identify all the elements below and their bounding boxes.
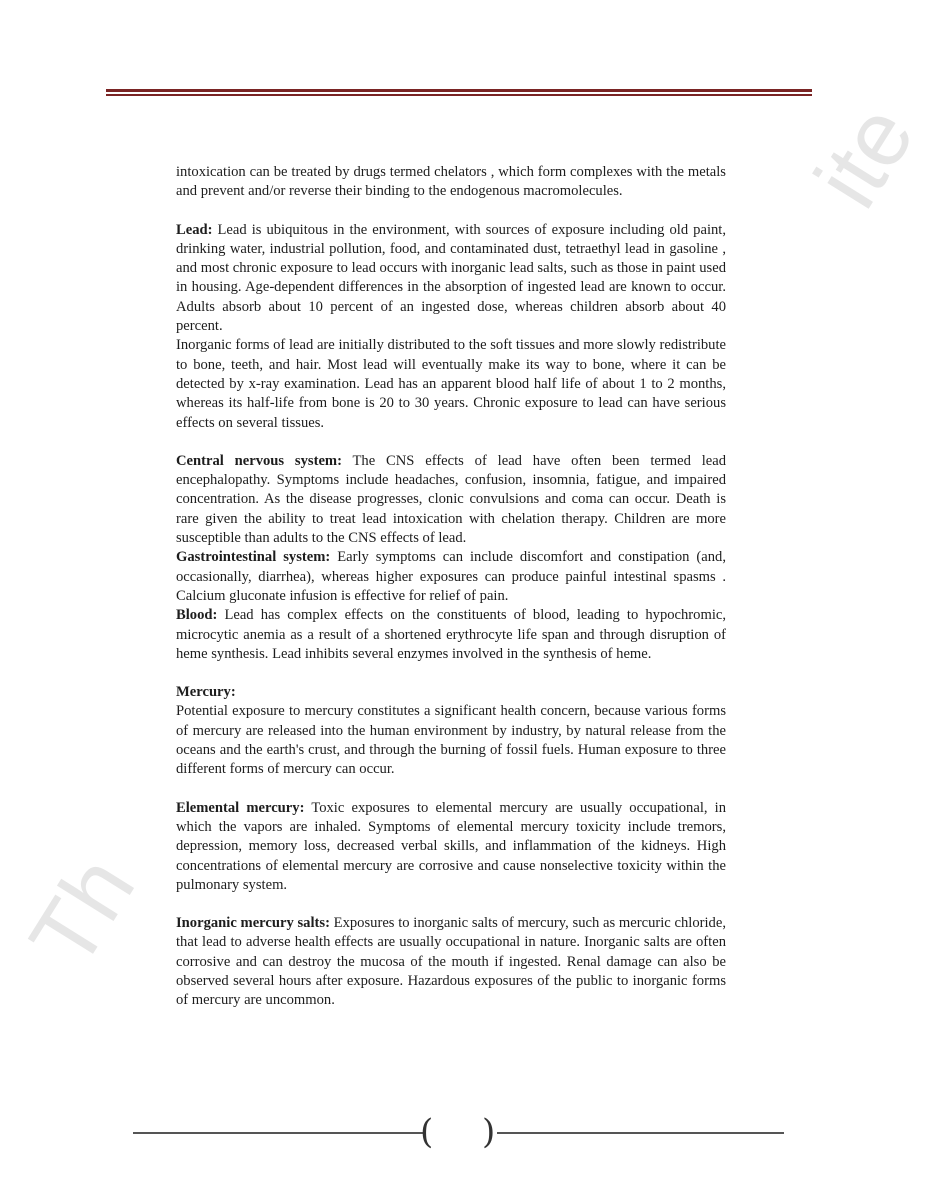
lead-paragraph-2: Inorganic forms of lead are initially distributed to the soft tissues and more slowly redistribute to bone, teeth, and hair. Most lead will eventually make its way to bone, where it can be detected by x-ray examination. Lead has an apparent blood half life of about 1 to 2 months, whereas its half-life from bone is 20 to 30 years. Chronic exposure to lead can have serious effects on several tissues. [176, 337, 726, 431]
lead-body: Lead is ubiquitous in the environment, with sources of exposure including old paint, drinking water, industrial pollution, food, and contaminated dust, tetraethyl lead in gasoline , and most chronic exposure to lead occurs with inorganic lead salts, such as those in paint used in housing. Age-dependent differences in the absorption of ingested lead are known to occur. Adults absorb about 10 percent of an ingested dose, whereas children absorb about 40 percent. [176, 221, 726, 335]
intro-paragraph: intoxication can be treated by drugs termed chelators , which form complexes with the metals and prevent and/or reverse their binding to the endogenous macromolecules. [176, 164, 726, 200]
gi-heading: Gastrointestinal system: [176, 549, 331, 566]
cns-heading: Central nervous system: [176, 452, 342, 469]
inorganic-mercury-body: Exposures to inorganic salts of mercury, such as mercuric chloride, that lead to adverse health effects are usually occupational in nature. Inorganic salts are often corrosive and can destroy the mucosa of the mouth if ingested. Renal damage can also be observed several hours after exposure. Hazardous exposures of the public to inorganic forms of mercury are uncommon. [176, 915, 726, 1009]
elemental-mercury-body: Toxic exposures to elemental mercury are usually occupational, in which the vapors are inhaled. Symptoms of elemental mercury toxicity include tremors, depression, memory loss, decreased verbal skills, and inflammation of the kidneys. High concentrations of elemental mercury are corrosive and cause nonselective toxicity within the pulmonary system. [176, 799, 727, 893]
watermark-right: ite [795, 88, 934, 225]
page-number-open-bracket: ( [420, 1112, 434, 1152]
footer-rule-right [497, 1132, 784, 1134]
cns-paragraph [176, 452, 726, 548]
blood-paragraph [176, 606, 726, 664]
elemental-mercury-paragraph [176, 799, 726, 895]
blood-heading: Blood: [176, 607, 218, 624]
gi-paragraph [176, 548, 726, 606]
elemental-mercury-heading: Elemental mercury: [176, 799, 305, 816]
lead-heading: Lead: [176, 221, 213, 238]
page-number-close-bracket: ) [482, 1112, 496, 1152]
mercury-paragraph: Potential exposure to mercury constitutes a significant health concern, because various forms of mercury are released into the human environment by industry, by natural release from the oceans and the earth's crust, and through the burning of fossil fuels. Human exposure to three different forms of mercury can occur. [176, 703, 726, 778]
gi-body: Early symptoms can include discomfort and constipation (and, occasionally, diarrhea), whereas higher exposures can produce painful intestinal spasms . Calcium gluconate infusion is effective for relief of pain. [176, 549, 726, 604]
cns-body: The CNS effects of lead have often been termed lead encephalopathy. Symptoms include headaches, confusion, insomnia, fatigue, and impaired concentration. As the disease progresses, clonic convulsions and coma can occur. Death is rare given the ability to treat lead intoxication with chelation therapy. Children are more susceptible than adults to the CNS effects of lead. [176, 452, 727, 547]
page-body [176, 163, 726, 1011]
mercury-heading: Mercury: [176, 684, 236, 701]
footer-rule-left [133, 1132, 423, 1134]
header-rule [106, 89, 812, 96]
blood-body: Lead has complex effects on the constituents of blood, leading to hypochromic, microcytic anemia as a result of a shortened erythrocyte life span and through disruption of heme synthesis. Lead inhibits several enzymes involved in the synthesis of heme. [176, 607, 726, 662]
lead-paragraph [176, 221, 726, 337]
watermark-left: Th [10, 839, 155, 985]
inorganic-mercury-heading: Inorganic mercury salts: [176, 915, 330, 932]
inorganic-mercury-paragraph [176, 914, 726, 1010]
